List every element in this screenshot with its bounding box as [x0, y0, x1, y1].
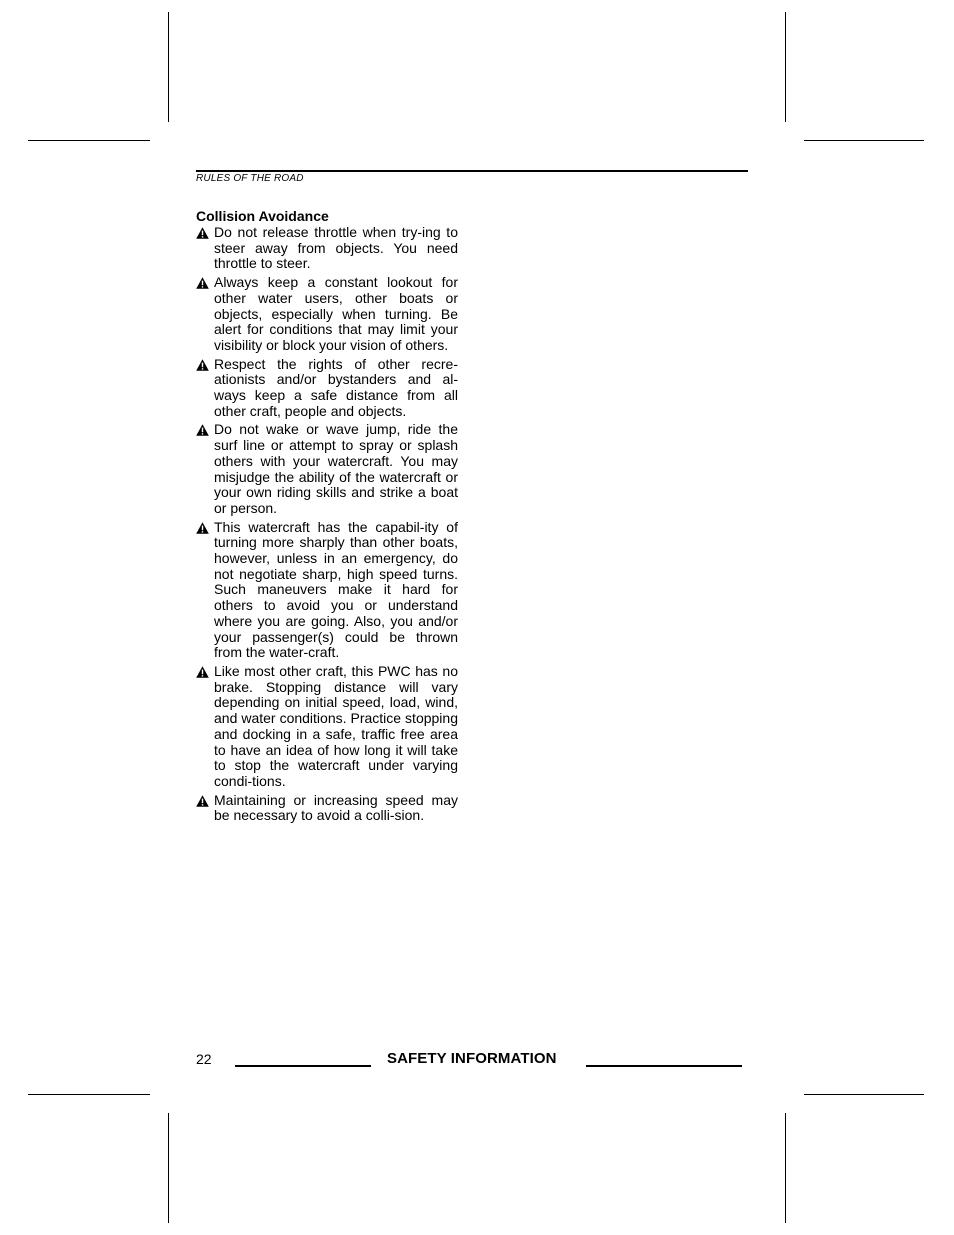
- page-number: 22: [196, 1051, 212, 1067]
- crop-mark: [28, 1094, 150, 1095]
- section-heading: Collision Avoidance: [196, 208, 329, 224]
- crop-mark: [785, 1113, 786, 1223]
- warning-text: Maintaining or increasing speed may be necessary to avoid a colli-sion.: [214, 791, 458, 824]
- warning-text: This watercraft has the capabil-ity of turning more sharply than other boats, however, unless in an emergency, do not negotiate sharp, high speed turns. Such maneuvers make it hard for others to avoid you or understand where you are going. Also, you and/or your passenger(s) could be thrown from the water-craft.: [214, 518, 458, 661]
- warning-item: [196, 357, 458, 420]
- crop-mark: [804, 140, 924, 141]
- footer-rule-left: [235, 1065, 371, 1067]
- crop-mark: [804, 1094, 924, 1095]
- footer-rule-right: [586, 1065, 742, 1067]
- warning-triangle-icon: [196, 522, 209, 534]
- footer-title: SAFETY INFORMATION: [387, 1050, 557, 1067]
- crop-mark: [785, 12, 786, 122]
- warning-text: Always keep a constant lookout for other water users, other boats or objects, especially when turning. Be alert for conditions that may limit your visibility or block your vision of others.: [214, 274, 458, 353]
- warning-item: [196, 275, 458, 354]
- warning-item: [196, 520, 458, 661]
- crop-mark: [28, 140, 150, 141]
- warning-text: Do not release throttle when try-ing to steer away from objects. You need throttle to steer.: [214, 224, 458, 272]
- warning-item: [196, 422, 458, 516]
- warning-triangle-icon: [196, 666, 209, 678]
- warning-triangle-icon: [196, 795, 209, 807]
- section-header: RULES OF THE ROAD: [196, 173, 304, 184]
- warning-triangle-icon: [196, 227, 209, 239]
- warning-item: [196, 664, 458, 790]
- warning-item: [196, 225, 458, 272]
- crop-mark: [168, 12, 169, 122]
- warning-text: Respect the rights of other recre-ationists and/or bystanders and al-ways keep a safe distance from all other craft, people and objects.: [214, 355, 458, 419]
- warning-triangle-icon: [196, 424, 209, 436]
- crop-mark: [168, 1113, 169, 1223]
- main-content: [196, 207, 458, 827]
- header-rule: [196, 170, 748, 172]
- warning-item: [196, 793, 458, 824]
- footer: [196, 1050, 748, 1070]
- warning-triangle-icon: [196, 359, 209, 371]
- warning-list: [196, 225, 458, 824]
- warning-triangle-icon: [196, 277, 209, 289]
- warning-text: Like most other craft, this PWC has no brake. Stopping distance will vary depending on initial speed, load, wind, and water conditions. Practice stopping and docking in a safe, traffic free area to have an idea of how long it will take to stop the watercraft under varying condi-tions.: [214, 662, 458, 789]
- warning-text: Do not wake or wave jump, ride the surf line or attempt to spray or splash others with your watercraft. You may misjudge the ability of the watercraft or your own riding skills and strike a boat or person.: [214, 421, 458, 516]
